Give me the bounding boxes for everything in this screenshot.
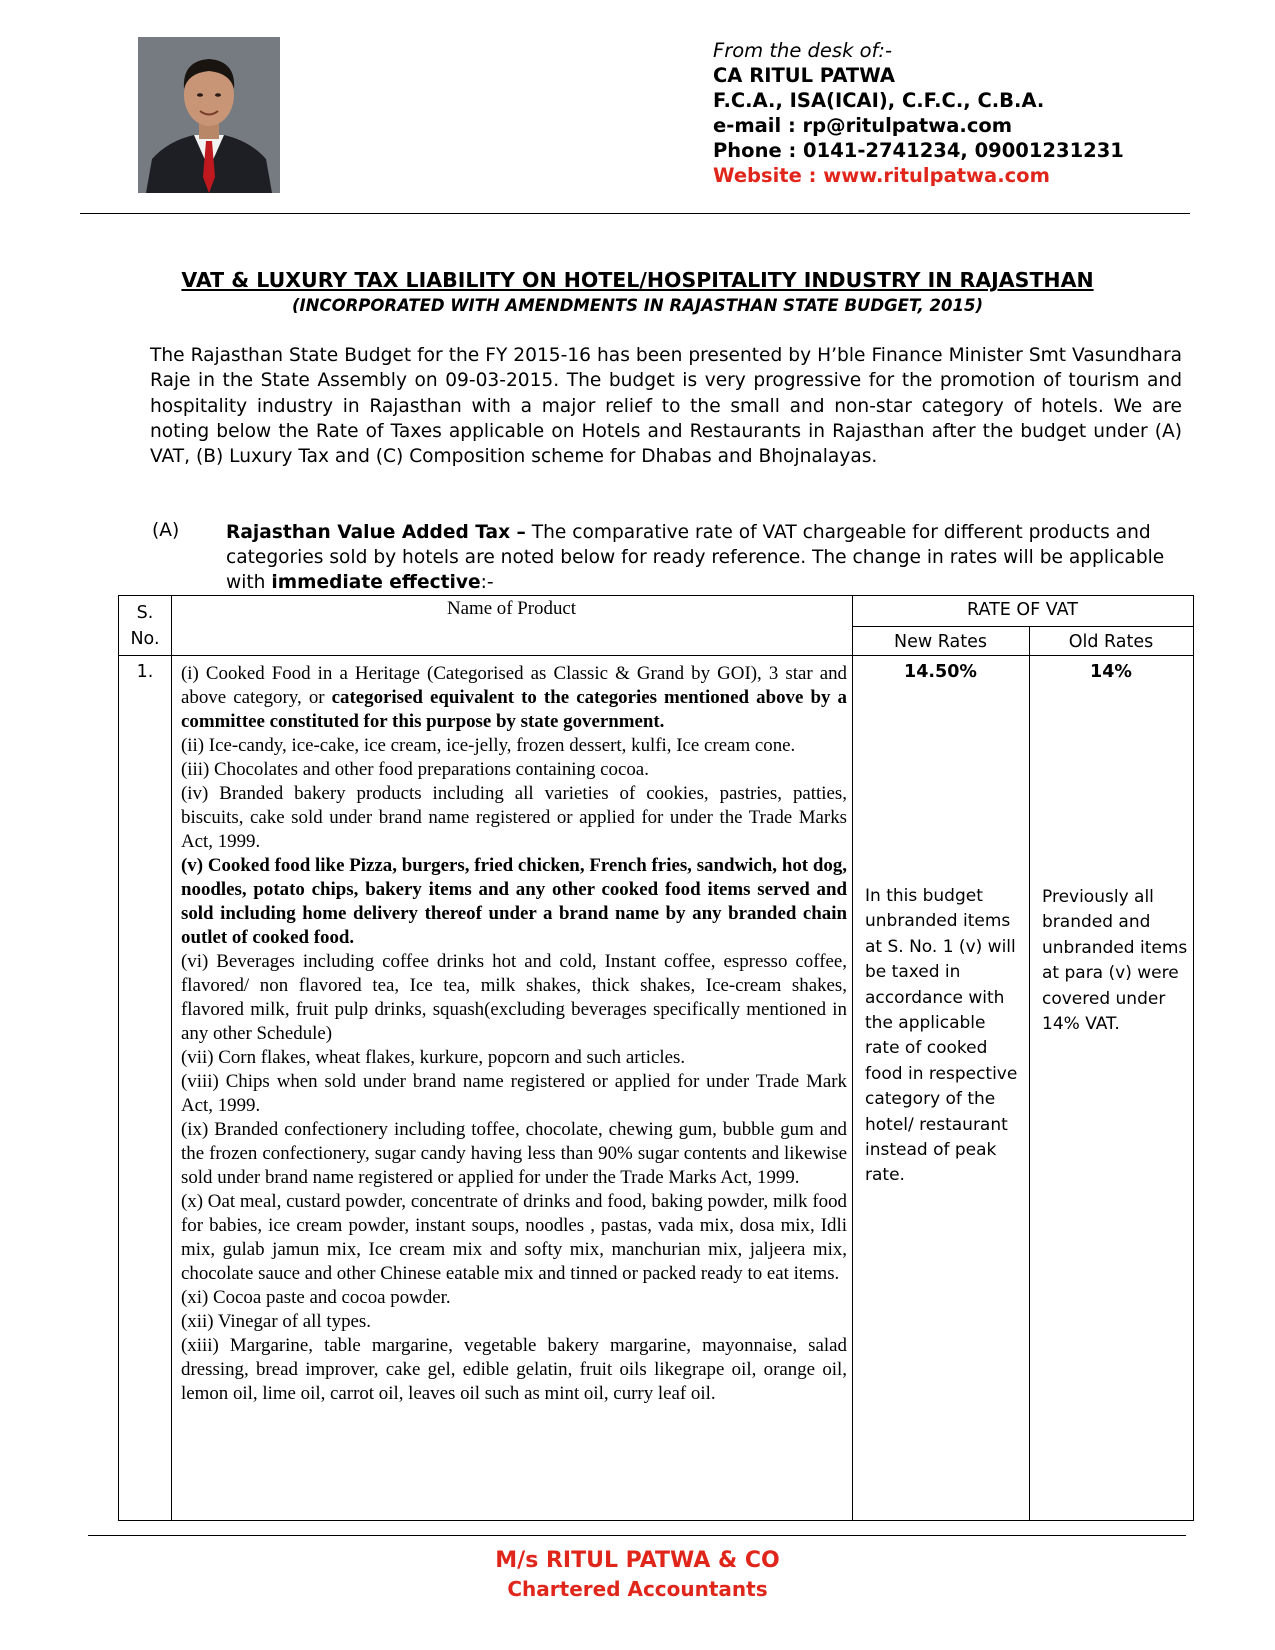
section-a-emphasis: immediate effective <box>271 572 481 593</box>
contact-block <box>713 38 1124 188</box>
header-divider <box>80 213 1190 214</box>
product-item: (ix) Branded confectionery including toffee, chocolate, chewing gum, bubble gum and the frozen confectionery, sugar candy having less than 90% sugar contents and likewise sold under brand name registered or applied for under the Trade Marks Act, 1999. <box>181 1119 847 1188</box>
product-item: (iv) Branded bakery products including all varieties of cookies, pastries, patties, biscuits, cake sold under brand name registered or applied for under the Trade Marks Act, 1999. <box>181 783 847 852</box>
document-title: VAT & LUXURY TAX LIABILITY ON HOTEL/HOSPITALITY INDUSTRY IN RAJASTHAN <box>181 268 1094 292</box>
product-item-emphasis: categorised equivalent to the categories mentioned above by a committee constituted for this purpose by state government. <box>181 687 847 732</box>
header-rate-of-vat: RATE OF VAT <box>967 600 1078 620</box>
section-a-text: The comparative rate of VAT chargeable for different products and categories sold by hotels are noted below for ready reference. The change in rates will be applicable with <box>226 522 1165 593</box>
product-item <box>181 662 847 734</box>
col-divider <box>171 596 172 1520</box>
intro-paragraph: The Rajasthan State Budget for the FY 2015-16 has been presented by H’ble Finance Minister Smt Vasundhara Raje in the State Assembly on 09-03-2015. The budget is very progressive for the promotion of tourism and hospitality industry in Rajasthan with a major relief to the small and non-star category of hotels. We are noting below the Rate of Taxes applicable on Hotels and Restaurants in Rajasthan after the budget under (A) VAT, (B) Luxury Tax and (C) Composition scheme for Dhabas and Bhojnalayas. <box>150 345 1182 468</box>
product-item: (xii) Vinegar of all types. <box>181 1311 371 1332</box>
section-a-heading: Rajasthan Value Added Tax – <box>226 522 526 543</box>
new-rate-note: In this budget unbranded items at S. No. 1 (v) will be taxed in accordance with the applicable rate of cooked food in respective category of the hotel/ restaurant instead of peak rate. <box>865 886 1018 1186</box>
website-link[interactable]: Website : www.ritulpatwa.com <box>713 164 1050 187</box>
header-sno-line2: No. <box>130 629 160 649</box>
product-item: (vi) Beverages including coffee drinks hot and cold, Instant coffee, espresso coffee, flavored/ non flavored tea, Ice tea, milk shakes, thick shakes, Ice-cream shakes, flavored milk, fruit pulp drinks, squash(excluding beverages specifically mentioned in any other Schedule) <box>181 951 847 1044</box>
footer-firm-name: M/s RITUL PATWA & CO <box>495 1548 780 1573</box>
product-list <box>181 662 847 1406</box>
product-item-text: (i) Cooked Food in a Heritage (Categorised as Classic & Grand by GOI), 3 star and above category, or <box>181 663 847 708</box>
col-divider <box>852 596 853 1520</box>
header-old-rates: Old Rates <box>1068 632 1154 652</box>
product-item: (iii) Chocolates and other food preparations containing cocoa. <box>181 759 649 780</box>
phone-numbers: Phone : 0141-2741234, 09001231231 <box>713 139 1124 162</box>
document-subtitle: (INCORPORATED WITH AMENDMENTS IN RAJASTHAN STATE BUDGET, 2015) <box>291 296 984 315</box>
product-item: (xiii) Margarine, table margarine, vegetable bakery margarine, mayonnaise, salad dressing, bread improver, cake gel, edible gelatin, fruit oils likegrape oil, orange oil, lemon oil, lime oil, carrot oil, leaves oil such as mint oil, curry leaf oil. <box>181 1335 847 1404</box>
new-rate-value: 14.50% <box>904 662 977 682</box>
section-a-tail: :- <box>480 572 494 593</box>
author-qualifications: F.C.A., ISA(ICAI), C.F.C., C.B.A. <box>713 89 1045 112</box>
header-sno-line1: S. <box>136 603 154 623</box>
product-item: (x) Oat meal, custard powder, concentrate of drinks and food, baking powder, milk food for babies, ice cream powder, instant soups, noodles , pastas, vada mix, dosa mix, Idli mix, gulab jamun mix, Ice cream mix and softy mix, manchurian mix, jaljeera mix, chocolate sauce and other Chinese eatable mix and tinned or packed ready to eat items. <box>181 1191 847 1284</box>
col-divider <box>1029 626 1030 1520</box>
product-item: (xi) Cocoa paste and cocoa powder. <box>181 1287 451 1308</box>
old-rate-note: Previously all branded and unbranded items at para (v) were covered under 14% VAT. <box>1042 887 1188 1035</box>
old-rate-value: 14% <box>1090 662 1132 682</box>
product-item: (viii) Chips when sold under brand name registered or applied for under Trade Mark Act, 1999. <box>181 1071 847 1116</box>
author-name: CA RITUL PATWA <box>713 64 895 87</box>
header-product: Name of Product <box>446 598 577 619</box>
footer-designation: Chartered Accountants <box>507 1577 768 1601</box>
vat-rate-table <box>118 595 1194 1521</box>
row-number: 1. <box>136 662 154 682</box>
footer-divider <box>88 1535 1186 1536</box>
row-divider <box>852 626 1193 627</box>
person-portrait-icon <box>138 37 280 193</box>
header-sno <box>119 600 171 652</box>
product-item: (ii) Ice-candy, ice-cake, ice cream, ice-jelly, frozen dessert, kulfi, Ice cream cone. <box>181 735 796 756</box>
profile-photo <box>138 37 280 193</box>
from-desk-label: From the desk of:- <box>713 39 892 62</box>
product-item: (vii) Corn flakes, wheat flakes, kurkure, popcorn and such articles. <box>181 1047 686 1068</box>
email-link[interactable]: e-mail : rp@ritulpatwa.com <box>713 114 1013 137</box>
product-item: (v) Cooked food like Pizza, burgers, fried chicken, French fries, sandwich, hot dog, noodles, potato chips, bakery items and any other cooked food items served and sold including home delivery thereof under a brand name by any branded chain outlet of cooked food. <box>181 855 847 948</box>
header-new-rates: New Rates <box>894 632 987 652</box>
section-a-label: (A) <box>152 520 180 541</box>
row-divider <box>119 655 1193 656</box>
section-a-paragraph <box>226 520 1184 595</box>
